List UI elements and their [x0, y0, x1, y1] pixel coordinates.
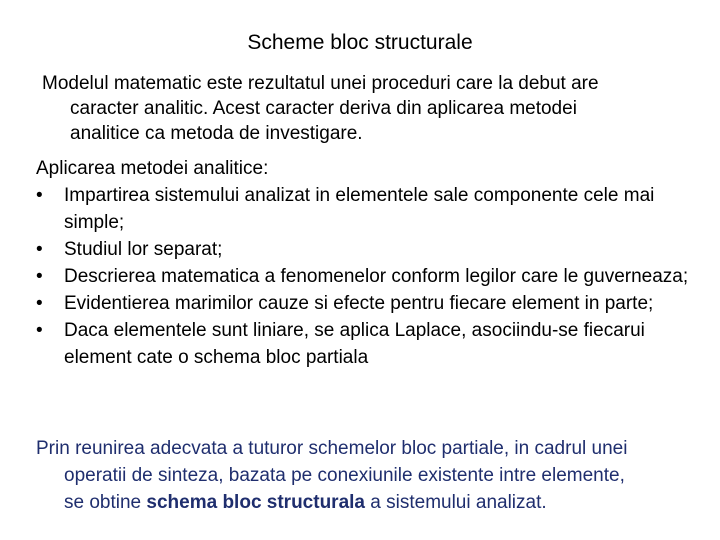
- list-item: [36, 263, 696, 290]
- slide-title: Scheme bloc structurale: [247, 31, 473, 54]
- list-item: [36, 236, 696, 263]
- bullet-list: [36, 182, 696, 371]
- bullet-icon: •: [36, 185, 43, 206]
- list-item-text: Studiul lor separat;: [64, 239, 223, 260]
- section-heading: Aplicarea metodei analitice:: [36, 158, 269, 179]
- bullet-icon: •: [36, 239, 43, 260]
- intro-line-3: analitice ca metoda de investigare.: [70, 123, 363, 144]
- list-item-text: Descrierea matematica a fenomenelor conform legilor care le guverneaza;: [64, 266, 689, 287]
- bullet-icon: •: [36, 320, 43, 341]
- conclusion-line-3: [36, 489, 696, 516]
- conclusion-line-2: operatii de sinteza, bazata pe conexiunile existente intre elemente,: [64, 465, 625, 486]
- list-item: [36, 317, 696, 371]
- bullet-icon: •: [36, 266, 43, 287]
- conclusion-line-1: Prin reunirea adecvata a tuturor schemelor bloc partiale, in cadrul unei: [36, 438, 628, 459]
- list-item: [36, 290, 696, 317]
- conclusion-suffix: a sistemului analizat.: [365, 492, 547, 513]
- conclusion-prefix: se obtine: [64, 492, 147, 513]
- intro-line-1: Modelul matematic este rezultatul unei proceduri care la debut are: [42, 73, 599, 94]
- intro-line-2: caracter analitic. Acest caracter deriva din aplicarea metodei: [70, 98, 577, 119]
- highlighted-term: schema bloc structurala: [146, 492, 365, 513]
- list-item-text: Daca elementele sunt liniare, se aplica Laplace, asociindu-se fiecarui element cate o schema bloc partiala: [64, 320, 645, 368]
- intro-paragraph: [42, 71, 672, 146]
- conclusion-paragraph: [36, 435, 696, 516]
- list-item-text: Evidentierea marimilor cauze si efecte pentru fiecare element in parte;: [64, 293, 654, 314]
- list-item-text: Impartirea sistemului analizat in elementele sale componente cele mai simple;: [64, 185, 655, 233]
- bullet-icon: •: [36, 293, 43, 314]
- list-item: [36, 182, 696, 236]
